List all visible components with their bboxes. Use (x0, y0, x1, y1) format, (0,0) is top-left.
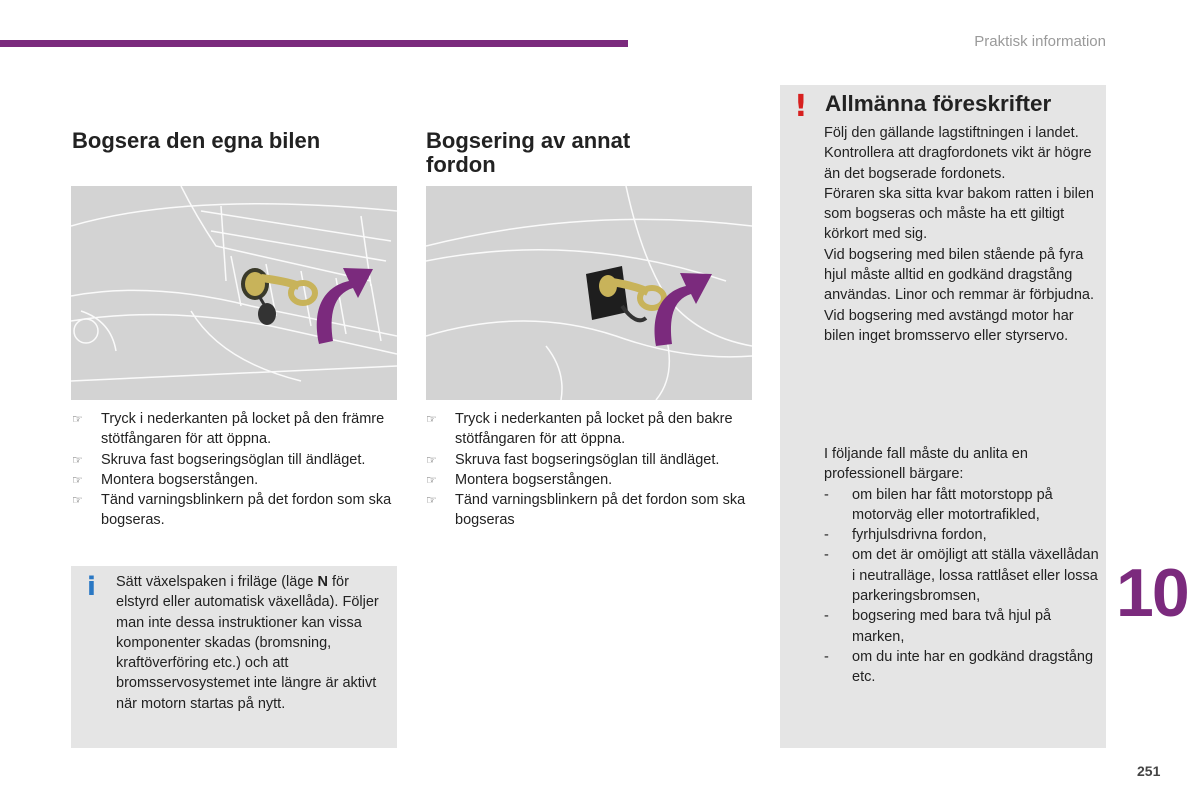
list-item: - om det är omöjligt att ställa växellådan i neutralläge, lossa rattlåset eller lossa parkeringsbromsen, (824, 547, 1099, 605)
cases-list (824, 485, 1099, 688)
warning-box (780, 85, 1106, 748)
info-box (71, 566, 397, 748)
rear-towing-eye-photo (426, 186, 752, 400)
list-item: ☞ Tänd varningsblinkern på det fordon som ska bogseras. (72, 492, 392, 529)
list-item: - fyrhjulsdrivna fordon, (824, 527, 987, 544)
pointer-bullet-icon: ☞ (426, 452, 437, 467)
paragraph: I följande fall måste du anlita en professionell bärgare: (824, 446, 1028, 483)
left-steps (72, 409, 392, 531)
list-item: - bogsering med bara två hjul på marken, (824, 608, 1052, 645)
list-item: ☞ Montera bogserstången. (426, 470, 751, 490)
middle-steps (426, 409, 751, 531)
chapter-number: 10 (1116, 555, 1188, 631)
pointer-bullet-icon: ☞ (426, 412, 437, 426)
middle-title: Bogsering av annat fordon (426, 128, 631, 177)
section-title: Praktisk information (974, 33, 1106, 50)
list-item: ☞ Skruva fast bogseringsöglan till ändläget. (72, 450, 392, 470)
front-towing-eye-photo (71, 186, 397, 400)
list-item: ☞ Tryck i nederkanten på locket på den främre stötfångaren för att öppna. (72, 411, 385, 448)
warning-icon: ! (794, 89, 808, 124)
paragraph: Föraren ska sitta kvar bakom ratten i bilen som bogseras och måste ha ett giltigt körkort med sig. (824, 185, 1094, 243)
warning-title: Allmänna föreskrifter (825, 91, 1052, 116)
list-item: ☞ Tryck i nederkanten på locket på den bakre stötfångaren för att öppna. (426, 411, 733, 448)
pointer-bullet-icon: ☞ (72, 452, 83, 467)
professional-help-text (824, 444, 1099, 688)
list-item: - om bilen har fått motorstopp på motorväg eller motortrafikled, (824, 486, 1053, 523)
info-text: Sätt växelspaken i friläge (läge N för elstyrd eller automatisk växellåda). Följer man inte dessa instruktioner kan vissa komponenter skadas (bromsning, kraftöverföring etc.) och att bromsservosystemet inte längre är aktivt när motorn startas på nytt. (116, 574, 379, 712)
paragraph: Kontrollera att dragfordonets vikt är högre än det bogserade fordonets. (824, 145, 1092, 182)
pointer-bullet-icon: ☞ (72, 412, 83, 426)
warning-text (824, 123, 1099, 346)
list-item: ☞ Montera bogserstången. (72, 470, 392, 490)
header-accent-bar (0, 40, 628, 47)
list-item: ☞ Skruva fast bogseringsöglan till ändläget. (426, 450, 751, 470)
paragraph: Vid bogsering med bilen stående på fyra hjul måste alltid en godkänd dragstång användas. Linor och remmar är förbjudna. (824, 246, 1095, 304)
paragraph: Vid bogsering med avstängd motor har bilen inget bromsservo eller styrservo. (824, 307, 1074, 344)
pointer-bullet-icon: ☞ (72, 472, 83, 487)
page-number: 251 (1137, 763, 1161, 779)
list-item: - om du inte har en godkänd dragstång etc. (824, 648, 1094, 686)
pointer-bullet-icon: ☞ (426, 493, 437, 508)
left-title: Bogsera den egna bilen (72, 128, 321, 153)
pointer-bullet-icon: ☞ (426, 472, 437, 487)
pointer-bullet-icon: ☞ (72, 493, 83, 508)
info-icon: i (87, 572, 96, 602)
paragraph: Följ den gällande lagstiftningen i landet. (824, 125, 1079, 141)
list-item: ☞ Tänd varningsblinkern på det fordon som ska bogseras (426, 492, 746, 529)
